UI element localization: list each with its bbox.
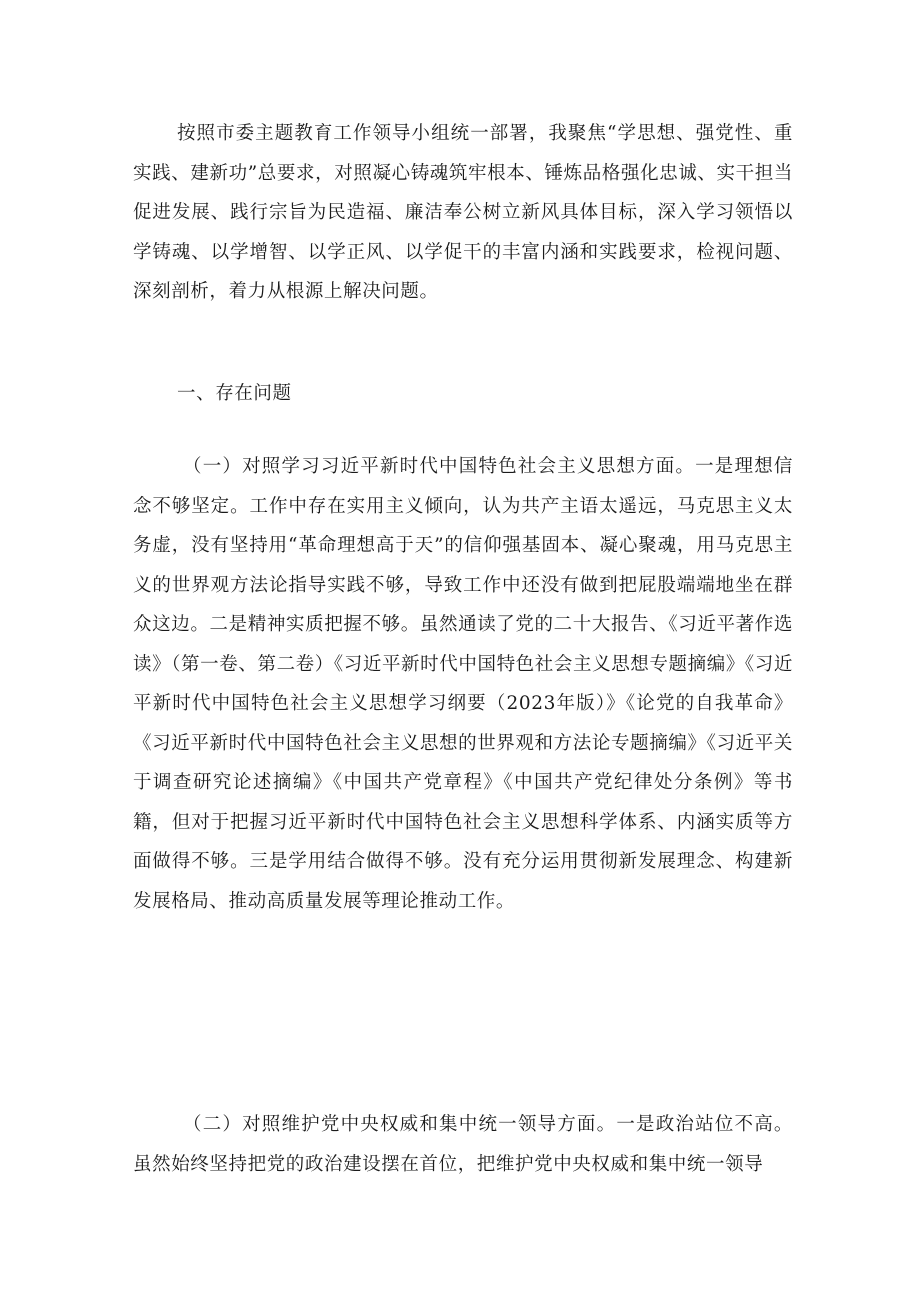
section-heading: 一、存在问题 xyxy=(177,383,292,404)
section-2-paragraph: （二）对照维护党中央权威和集中统一领导方面。一是政治站位不高。虽然始终坚持把党的政治建设摆在首位，把维护党中央权威和集中统一领导 xyxy=(133,1114,793,1175)
intro-paragraph: 按照市委主题教育工作领导小组统一部署，我聚焦“学思想、强党性、重实践、建新功”总要求，对照凝心铸魂筑牢根本、锤炼品格强化忠诚、实干担当促进发展、践行宗旨为民造福、廉洁奉公树立新风具体目标，深入学习领悟以学铸魂、以学增智、以学正风、以学促干的丰富内涵和实践要求，检视问题、深刻剖析，着力从根源上解决问题。 xyxy=(133,123,793,302)
section-1-paragraph: （一）对照学习习近平新时代中国特色社会主义思想方面。一是理想信念不够坚定。工作中存在实用主义倾向，认为共产主语太遥远，马克思主义太务虚，没有坚持用“革命理想高于天”的信仰强基固本、凝心聚魂，用马克思主义的世界观方法论指导实践不够，导致工作中还没有做到把屁股端端地坐在群众这边。二是精神实质把握不够。虽然通读了党的二十大报告、《习近平著作选读》（第一卷、第二卷）《习近平新时代中国特色社会主义思想专题摘编》《习近平新时代中国特色社会主义思想学习纲要（2023年版）》《论党的自我革命》《习近平新时代中国特色社会主义思想的世界观和方法论专题摘编》《习近平关于调查研究论述摘编》《中国共产党章程》《中国共产党纪律处分条例》等书籍，但对于把握习近平新时代中国特色社会主义思想科学体系、内涵实质等方面做得不够。三是学用结合做得不够。没有充分运用贯彻新发展理念、构建新发展格局、推动高质量发展等理论推动工作。 xyxy=(133,456,793,912)
